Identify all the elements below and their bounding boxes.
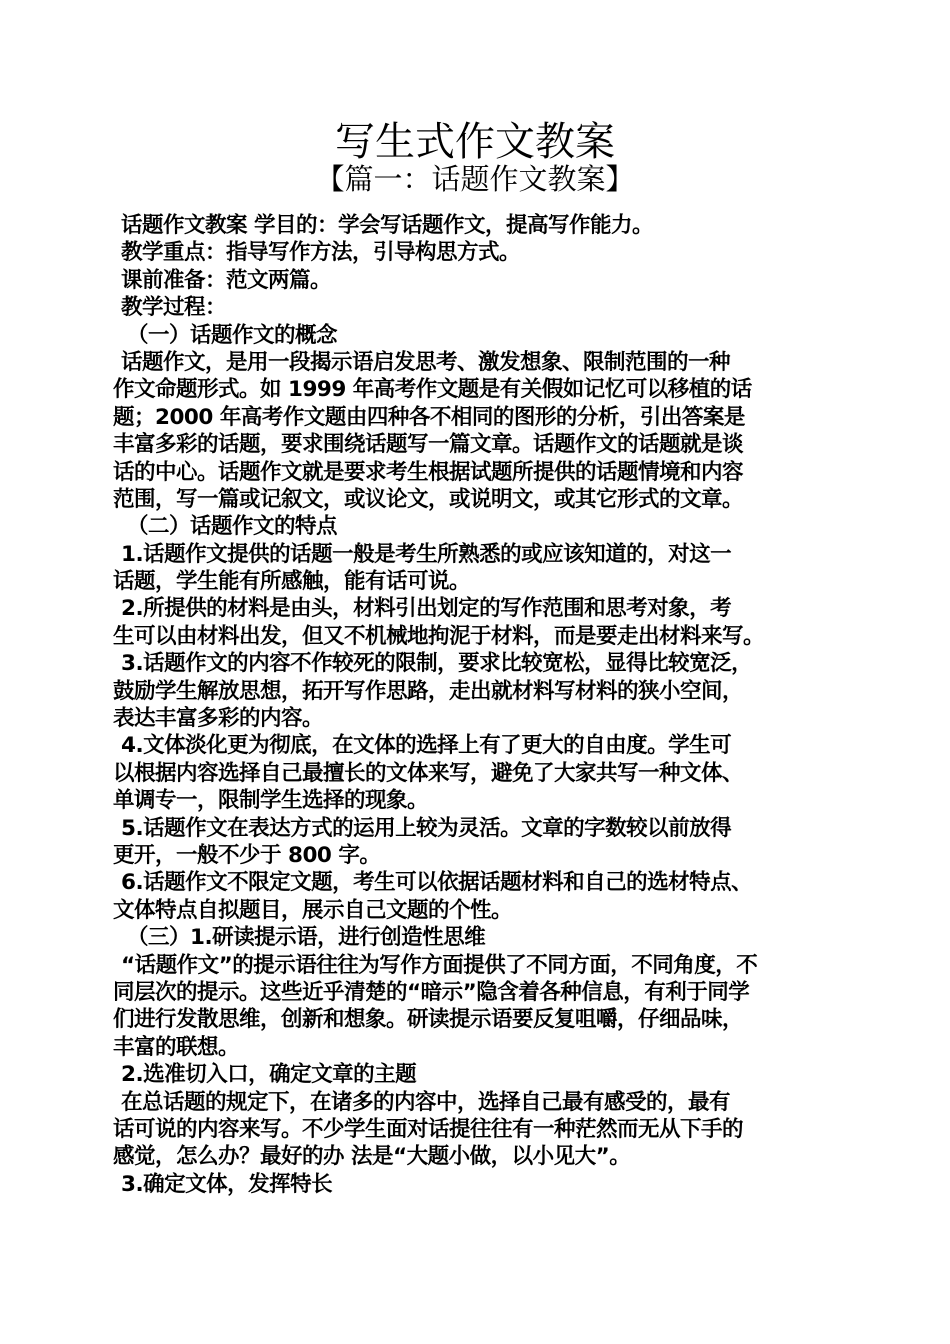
text-line: 课前准备：范文两篇。 — [121, 267, 332, 293]
text-line: 话的中心。话题作文就是要求考生根据试题所提供的话题情境和内容 — [113, 459, 744, 485]
text-line: （三）1.研读提示语，进行创造性思维 — [127, 925, 486, 951]
text-line: 们进行发散思维，创新和想象。研读提示语要反复咀嚼，仔细品味， — [113, 1007, 744, 1033]
document-subtitle: 【篇一：话题作文教案】 — [315, 162, 635, 196]
text-line: 感觉，怎么办？最好的办 法是“大题小做，以小见大”。 — [113, 1144, 631, 1170]
text-line: 2.所提供的材料是由头，材料引出划定的写作范围和思考对象，考 — [121, 596, 732, 622]
text-line: 4.文体淡化更为彻底，在文体的选择上有了更大的自由度。学生可 — [121, 733, 732, 759]
text-line: 教学重点：指导写作方法，引导构思方式。 — [121, 240, 521, 266]
text-line: 话可说的内容来写。不少学生面对话提往往有一种茫然而无从下手的 — [113, 1116, 744, 1142]
text-line: （一）话题作文的概念 — [127, 322, 338, 348]
text-line: 5.话题作文在表达方式的运用上较为灵活。文章的字数较以前放得 — [121, 815, 732, 841]
text-line: 以根据内容选择自己最擅长的文体来写，避免了大家共写一种文体、 — [113, 760, 744, 786]
text-line: 话题作文，是用一段揭示语启发思考、激发想象、限制范围的一种 — [121, 349, 731, 375]
text-line: 丰富多彩的话题，要求围绕话题写一篇文章。话题作文的话题就是谈 — [113, 432, 744, 458]
text-line: 话题，学生能有所感触，能有话可说。 — [113, 569, 471, 595]
text-line: 作文命题形式。如 1999 年高考作文题是有关假如记忆可以移植的话 — [113, 377, 752, 403]
text-line: 1.话题作文提供的话题一般是考生所熟悉的或应该知道的，对这一 — [121, 541, 732, 567]
text-line: 鼓励学生解放思想，拓开写作思路，走出就材料写材料的狭小空间， — [113, 678, 744, 704]
text-line: 话题作文教案 学目的：学会写话题作文，提高写作能力。 — [121, 213, 653, 238]
text-line: “话题作文”的提示语往往为写作方面提供了不同方面，不同角度，不 — [121, 952, 758, 978]
text-line: 更开，一般不少于 800 字。 — [113, 842, 381, 868]
text-line: 丰富的联想。 — [113, 1034, 240, 1060]
text-line: 在总话题的规定下，在诸多的内容中，选择自己最有感受的，最有 — [121, 1089, 731, 1115]
text-line: 题；2000 年高考作文题由四种各不相同的图形的分析，引出答案是 — [113, 404, 745, 430]
document-title: 写生式作文教案 — [335, 119, 615, 165]
text-line: 3.确定文体，发挥特长 — [121, 1171, 333, 1197]
text-line: 生可以由材料出发，但又不机械地拘泥于材料，而是要走出材料来写。 — [113, 623, 765, 649]
text-line: 单调专一，限制学生选择的现象。 — [113, 788, 429, 814]
text-line: 6.话题作文不限定文题，考生可以依据话题材料和自己的选材特点、 — [121, 870, 753, 896]
document-body — [113, 212, 853, 1198]
text-line: 文体特点自拟题目，展示自己文题的个性。 — [113, 897, 513, 923]
text-line: 表达丰富多彩的内容。 — [113, 706, 324, 732]
text-line: 教学过程： — [121, 295, 227, 321]
text-line: （二）话题作文的特点 — [127, 514, 338, 540]
text-line: 3.话题作文的内容不作较死的限制，要求比较宽松，显得比较宽泛， — [121, 651, 753, 677]
text-line: 2.选准切入口，确定文章的主题 — [121, 1062, 417, 1088]
text-line: 范围，写一篇或记叙文，或议论文，或说明文，或其它形式的文章。 — [113, 486, 744, 512]
text-line: 同层次的提示。这些近乎清楚的“暗示”隐含着各种信息，有利于同学 — [113, 979, 750, 1005]
